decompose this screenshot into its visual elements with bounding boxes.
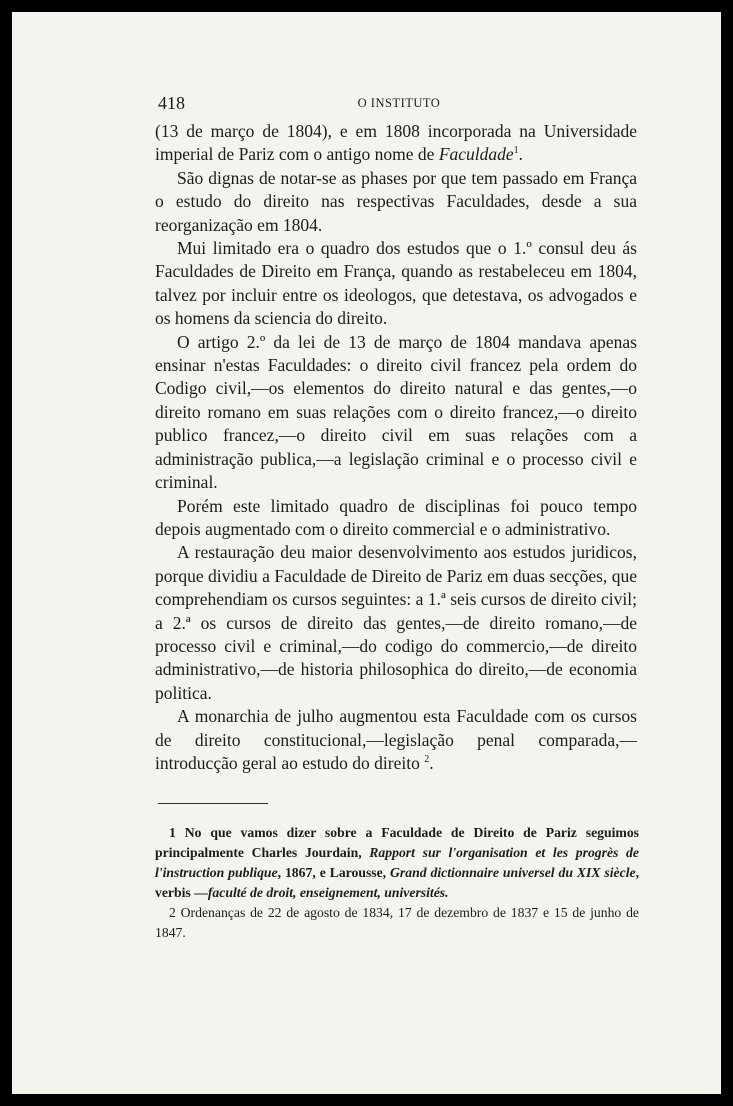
paragraph-6: A restauração deu maior desenvolvimento aos estudos juridicos, porque dividiu a Faculdade de Direito de Pariz em duas secções, que comprehendiam os cursos seguintes: a 1.ª seis cursos de direito civil; a 2.ª os cursos de direito das gentes,—de direito romano,—de processo civil e criminal,—do codigo do commercio,—de direito administrativo,—de historia philosophica do direito,—de economia politica. (155, 542, 637, 703)
footnote-1-text-c: , verbis — (155, 865, 639, 900)
paragraph-4: O artigo 2.º da lei de 13 de março de 1804 mandava apenas ensinar n'estas Faculdades: o direito civil francez pela ordem do Codigo civil,—os elementos do direito natural e das gentes,—o direito romano em suas relações com o direito francez,—o direito publico francez,—o direito civil em suas relações com a administração publica,—a legislação criminal e o processo civil e criminal. (155, 331, 637, 493)
paragraph-2: São dignas de notar-se as phases por que tem passado em França o estudo do direito nas respectivas Faculdades, desde a sua reorganização em 1804. (155, 167, 637, 235)
footnote-divider (158, 803, 268, 804)
footnote-ref-2: 2 (424, 754, 430, 766)
running-head: O INSTITUTO (357, 96, 441, 110)
footnote-2-text: Ordenanças de 22 de agosto de 1834, 17 de dezembro de 1837 e 15 de junho de 1847. (155, 905, 640, 940)
paragraph-1 (155, 120, 637, 167)
paragraph-1-text: (13 de março de 1804), e em 1808 incorporada na Universidade imperial de Pariz com o antigo nome de (155, 121, 637, 165)
footnotes (155, 823, 639, 943)
paragraph-7-end: . (429, 752, 434, 773)
paragraph-1-italic: Faculdade (438, 144, 514, 165)
footnote-1-italic-c: faculté de droit, enseignement, universités. (207, 885, 449, 900)
main-text (155, 120, 637, 775)
footnote-1-text-a: No que vamos dizer sobre a Faculdade de Direito de Pariz seguimos principalmente Charles Jourdain, (155, 825, 639, 860)
paragraph-3: Mui limitado era o quadro dos estudos que o 1.º consul deu ás Faculdades de Direito em França, quando as restabeleceu em 1804, talvez por incluir entre os ideologos, que detestava, os advogados e os homens da sciencia do direito. (155, 238, 637, 329)
paragraph-7-text: A monarchia de julho augmentou esta Faculdade com os cursos de direito constitucional,—legislação penal comparada,—introducção geral ao estudo do direito (155, 706, 637, 773)
footnote-1-text-b: , 1867, e Larousse, (277, 865, 391, 880)
footnote-2 (155, 903, 639, 943)
footnote-1-italic-a: Rapport sur l'organisation et les progrès de l'instruction publique (155, 845, 639, 880)
footnote-ref-1: 1 (513, 145, 519, 157)
footnote-1-italic-b: Grand dictionnaire universel du XIX siècle (390, 865, 636, 880)
paragraph-1-end: . (518, 144, 524, 165)
paragraph-7 (155, 705, 637, 775)
page-number: 418 (158, 93, 185, 113)
footnote-1 (155, 823, 639, 903)
footnote-1-mark: 1 (169, 825, 176, 840)
footnote-2-mark: 2 (169, 905, 176, 920)
page-header (158, 93, 640, 117)
paragraph-5: Porém este limitado quadro de disciplinas foi pouco tempo depois augmentado com o direito commercial e o administrativo. (155, 495, 637, 539)
